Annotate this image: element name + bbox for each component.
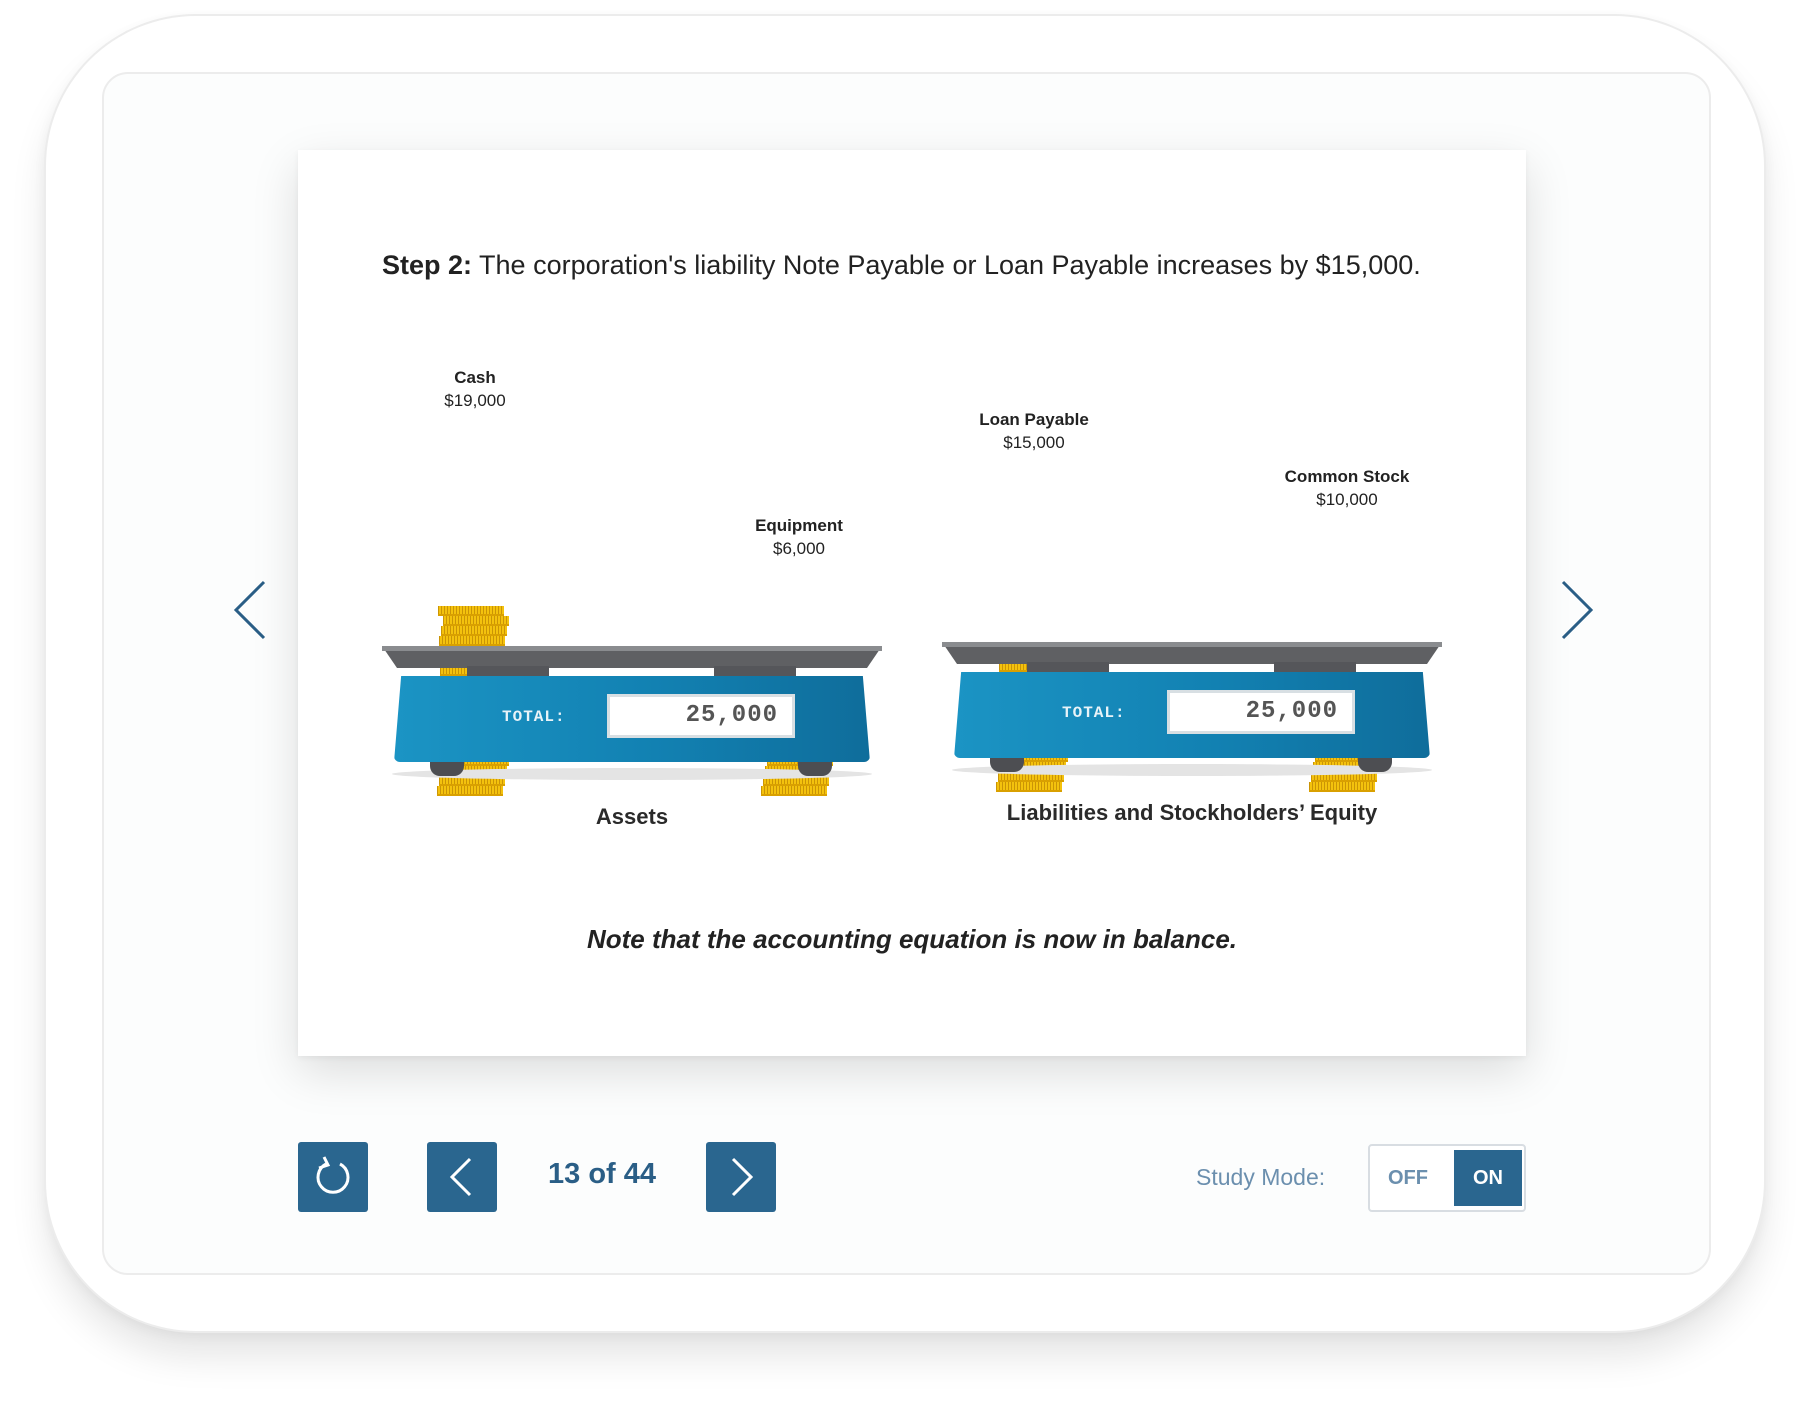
assets-total-label: TOTAL: [502,708,566,726]
replay-button[interactable] [298,1142,368,1212]
equipment-name: Equipment [755,516,843,535]
loan-payable-name: Loan Payable [979,410,1089,429]
scale-tray-edge [382,646,882,651]
liabilities-total-label: TOTAL: [1062,704,1126,722]
coin [761,786,827,796]
step-prefix: Step 2: [382,250,473,280]
scale-post [467,666,549,676]
liabilities-equity-scale [942,642,1442,782]
loan-payable-label [924,408,1144,454]
equipment-value: $6,000 [773,539,825,558]
coin [443,616,509,626]
common-stock-label [1237,465,1457,511]
step-heading [382,250,1482,281]
chevron-left-icon [222,570,282,650]
slide-prev-arrow[interactable] [222,570,282,650]
chevron-right-icon [1545,570,1605,650]
scale-post [1274,662,1356,672]
cash-value: $19,000 [444,391,506,410]
scale-post [714,666,796,676]
study-mode-toggle[interactable] [1368,1144,1526,1212]
prev-page-button[interactable] [427,1142,497,1212]
scale-post [1027,662,1109,672]
assets-scale [382,646,882,786]
common-stock-value: $10,000 [1316,490,1378,509]
chevron-left-icon [427,1142,497,1212]
coin [441,626,507,636]
page-counter: 13 of 44 [548,1158,656,1190]
chevron-right-icon [706,1142,776,1212]
study-mode-on-option[interactable]: ON [1454,1150,1522,1206]
liabilities-equity-caption: Liabilities and Stockholders’ Equity [1006,800,1378,825]
liabilities-total-display: 25,000 [1167,690,1355,734]
slide-next-arrow[interactable] [1545,570,1605,650]
coin [996,782,1062,792]
assets-total-display: 25,000 [607,694,795,738]
common-stock-name: Common Stock [1284,467,1410,486]
study-mode-label: Study Mode: [1196,1164,1326,1190]
loan-payable-value: $15,000 [1003,433,1065,452]
scale-tray-edge [942,642,1442,647]
replay-icon [298,1142,368,1212]
coin [438,606,504,616]
balance-note: Note that the accounting equation is now in balance. [586,924,1238,954]
coin [439,636,505,646]
step-description: The corporation's liability Note Payable or Loan Payable increases by $15,000. [472,250,1421,280]
equipment-label [689,514,909,560]
assets-caption: Assets [595,804,669,829]
coin [1309,782,1375,792]
cash-name: Cash [454,368,496,387]
cash-label [365,366,585,412]
coin [437,786,503,796]
next-page-button[interactable] [706,1142,776,1212]
study-mode-off-option[interactable]: OFF [1388,1167,1428,1189]
slide-card [298,150,1526,1056]
